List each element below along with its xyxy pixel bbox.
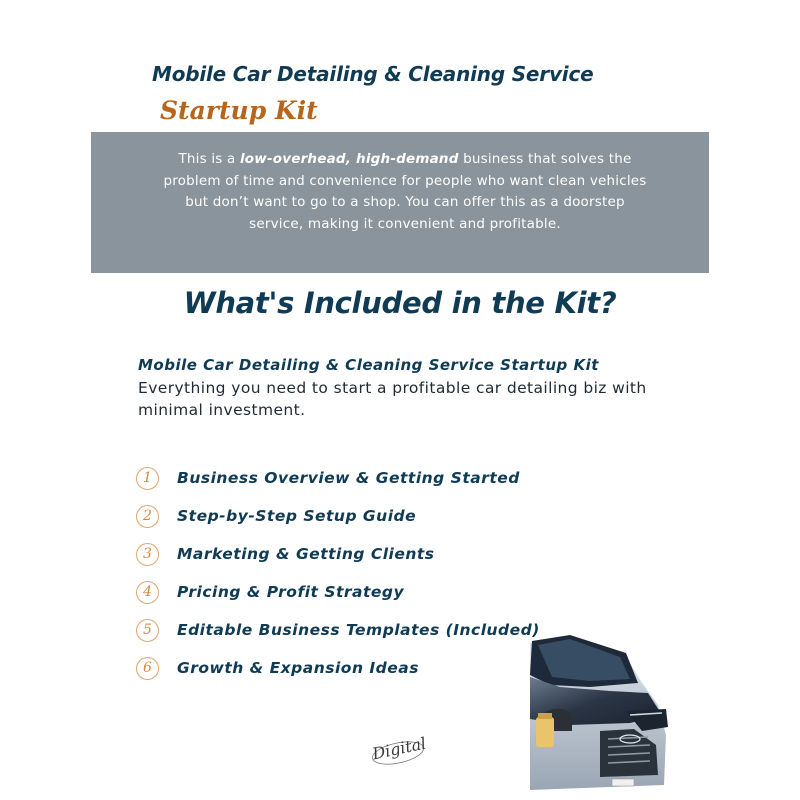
list-item	[136, 535, 540, 573]
list-item-label: Business Overview & Getting Started	[177, 469, 520, 487]
number-badge: 5	[136, 619, 159, 642]
page-subtitle: Startup Kit	[160, 96, 318, 125]
car-image	[530, 635, 670, 790]
kit-items-list	[136, 459, 540, 687]
number-badge: 3	[136, 543, 159, 566]
list-item-label: Step-by-Step Setup Guide	[177, 507, 417, 525]
kit-name: Mobile Car Detailing & Cleaning Service Startup Kit	[138, 356, 599, 374]
list-item	[136, 649, 540, 687]
number-badge: 6	[136, 657, 159, 680]
number-badge: 4	[136, 581, 159, 604]
list-item	[136, 573, 540, 611]
number-badge: 2	[136, 505, 159, 528]
page-title: Mobile Car Detailing & Cleaning Service	[152, 62, 594, 86]
intro-suffix: business that solves the problem of time and convenience for people who want clean vehicles but don’t want to go to a shop. You can offer this as a doorstep service, making it convenient and profitable.	[163, 151, 647, 232]
list-item-label: Editable Business Templates (Included)	[177, 621, 540, 639]
list-item-label: Pricing & Profit Strategy	[177, 583, 405, 601]
list-item-label: Marketing & Getting Clients	[177, 545, 435, 563]
kit-heading: What's Included in the Kit?	[183, 286, 617, 320]
list-item	[136, 497, 540, 535]
list-item-label: Growth & Expansion Ideas	[177, 659, 419, 677]
intro-emphasis: low-overhead, high-demand	[239, 151, 459, 167]
intro-prefix: This is a	[178, 151, 240, 167]
brand-logo-text: Digital	[370, 733, 428, 764]
list-item	[136, 611, 540, 649]
kit-description: Everything you need to start a profitable car detailing biz with minimal investment.	[138, 379, 647, 419]
intro-text	[160, 149, 650, 235]
number-badge: 1	[136, 467, 159, 490]
list-item	[136, 459, 540, 497]
